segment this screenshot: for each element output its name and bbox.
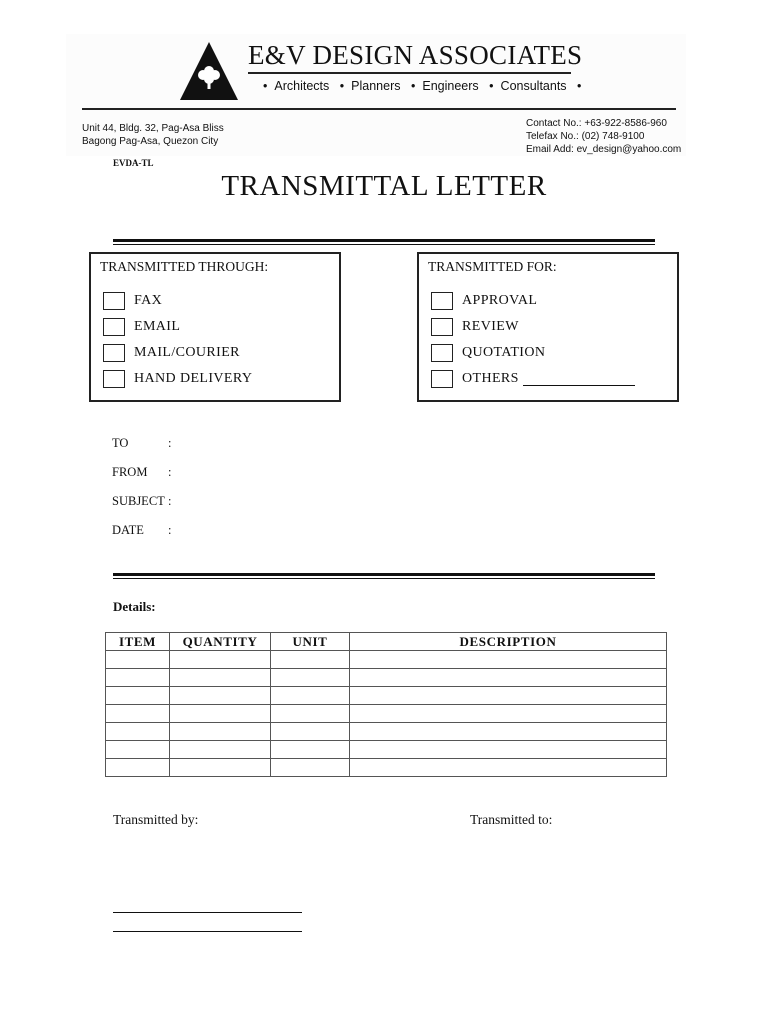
company-name-underline [248, 72, 571, 74]
table-cell[interactable] [350, 651, 667, 669]
field-colon: : [168, 465, 172, 479]
subject-field [112, 494, 171, 509]
signature-line[interactable] [113, 912, 302, 913]
field-colon: : [168, 494, 172, 508]
mail-courier-checkbox[interactable] [103, 344, 125, 362]
option-label: QUOTATION [462, 345, 546, 360]
quotation-checkbox[interactable] [431, 344, 453, 362]
signature-line[interactable] [113, 931, 302, 932]
tagline-bullet: • [489, 79, 494, 93]
double-divider-bottom [113, 573, 655, 579]
option-label: MAIL/COURIER [134, 345, 240, 360]
table-cell[interactable] [170, 741, 271, 759]
table-row [106, 669, 667, 687]
option-review[interactable] [431, 316, 519, 338]
from-field [112, 465, 171, 480]
table-cell[interactable] [271, 741, 350, 759]
table-row [106, 741, 667, 759]
table-cell[interactable] [106, 723, 170, 741]
company-tagline [256, 79, 588, 93]
table-cell[interactable] [271, 651, 350, 669]
option-label: FAX [134, 293, 163, 308]
to-field [112, 436, 171, 451]
table-row [106, 723, 667, 741]
contact-line: Telefax No.: (02) 748-9100 [526, 131, 645, 142]
company-contact [526, 117, 681, 156]
field-label: DATE [112, 523, 144, 537]
option-label: HAND DELIVERY [134, 371, 253, 386]
letterhead-divider [82, 108, 676, 110]
option-label: APPROVAL [462, 293, 538, 308]
field-label: FROM [112, 465, 148, 479]
table-cell[interactable] [350, 741, 667, 759]
table-row [106, 687, 667, 705]
table-cell[interactable] [106, 651, 170, 669]
tagline-item: Planners [351, 79, 401, 93]
contact-line: Contact No.: +63-922-8586-960 [526, 118, 667, 129]
option-label: OTHERS [462, 371, 519, 386]
table-row [106, 651, 667, 669]
details-table [105, 632, 667, 777]
column-header-description: DESCRIPTION [350, 633, 667, 651]
column-header-item: ITEM [106, 633, 170, 651]
column-header-quantity: QUANTITY [170, 633, 271, 651]
table-cell[interactable] [350, 759, 667, 777]
transmitted-by-label: Transmitted by: [113, 812, 199, 827]
field-colon: : [168, 436, 172, 450]
hand-delivery-checkbox[interactable] [103, 370, 125, 388]
table-cell[interactable] [170, 705, 271, 723]
table-cell[interactable] [350, 723, 667, 741]
fax-checkbox[interactable] [103, 292, 125, 310]
option-mail-courier[interactable] [103, 342, 240, 364]
option-quotation[interactable] [431, 342, 545, 364]
table-cell[interactable] [106, 759, 170, 777]
table-header-row [106, 633, 667, 651]
transmitted-to-label: Transmitted to: [470, 812, 553, 827]
table-row [106, 705, 667, 723]
table-cell[interactable] [271, 687, 350, 705]
contact-line: Email Add: ev_design@yahoo.com [526, 144, 682, 155]
company-name: E&V DESIGN ASSOCIATES [248, 40, 583, 70]
table-cell[interactable] [271, 723, 350, 741]
table-cell[interactable] [170, 669, 271, 687]
address-line: Unit 44, Bldg. 32, Pag-Asa Bliss [82, 123, 224, 134]
tagline-item: Architects [274, 79, 330, 93]
transmitted-through-box [89, 252, 341, 402]
table-row [106, 759, 667, 777]
table-cell[interactable] [350, 687, 667, 705]
field-label: SUBJECT [112, 494, 165, 508]
double-divider-top [113, 239, 655, 245]
option-fax[interactable] [103, 290, 162, 312]
date-field [112, 523, 171, 538]
option-label: EMAIL [134, 319, 181, 334]
table-cell[interactable] [106, 705, 170, 723]
tagline-item: Engineers [422, 79, 479, 93]
field-label: TO [112, 436, 129, 450]
table-cell[interactable] [350, 669, 667, 687]
table-body [106, 651, 667, 777]
table-cell[interactable] [170, 651, 271, 669]
page-title: TRANSMITTAL LETTER [221, 170, 547, 202]
company-address [82, 122, 224, 148]
document-reference: EVDA-TL [113, 158, 154, 168]
table-cell[interactable] [170, 687, 271, 705]
tagline-bullet: • [410, 79, 416, 93]
transmitted-for-title: TRANSMITTED FOR: [428, 259, 557, 274]
table-cell[interactable] [271, 705, 350, 723]
table-cell[interactable] [106, 741, 170, 759]
table-cell[interactable] [271, 669, 350, 687]
approval-checkbox[interactable] [431, 292, 453, 310]
table-cell[interactable] [271, 759, 350, 777]
table-cell[interactable] [106, 669, 170, 687]
others-blank-field[interactable] [523, 373, 635, 386]
others-checkbox[interactable] [431, 370, 453, 388]
email-checkbox[interactable] [103, 318, 125, 336]
option-hand-delivery[interactable] [103, 368, 252, 390]
tagline-item: Consultants [500, 79, 567, 93]
option-label: REVIEW [462, 319, 519, 334]
transmitted-for-box [417, 252, 679, 402]
transmitted-through-title: TRANSMITTED THROUGH: [100, 259, 269, 274]
field-colon: : [168, 523, 172, 537]
tagline-bullet: • [263, 79, 268, 93]
company-logo [178, 40, 240, 102]
column-header-unit: UNIT [271, 633, 350, 651]
tagline-bullet: • [339, 79, 345, 93]
table-cell[interactable] [170, 723, 271, 741]
option-approval[interactable] [431, 290, 537, 312]
option-email[interactable] [103, 316, 180, 338]
table-cell[interactable] [350, 705, 667, 723]
table-cell[interactable] [106, 687, 170, 705]
address-line: Bagong Pag-Asa, Quezon City [82, 136, 219, 147]
table-cell[interactable] [170, 759, 271, 777]
details-label: Details: [113, 599, 156, 614]
option-others[interactable] [431, 368, 635, 390]
review-checkbox[interactable] [431, 318, 453, 336]
tagline-bullet: • [577, 79, 582, 93]
